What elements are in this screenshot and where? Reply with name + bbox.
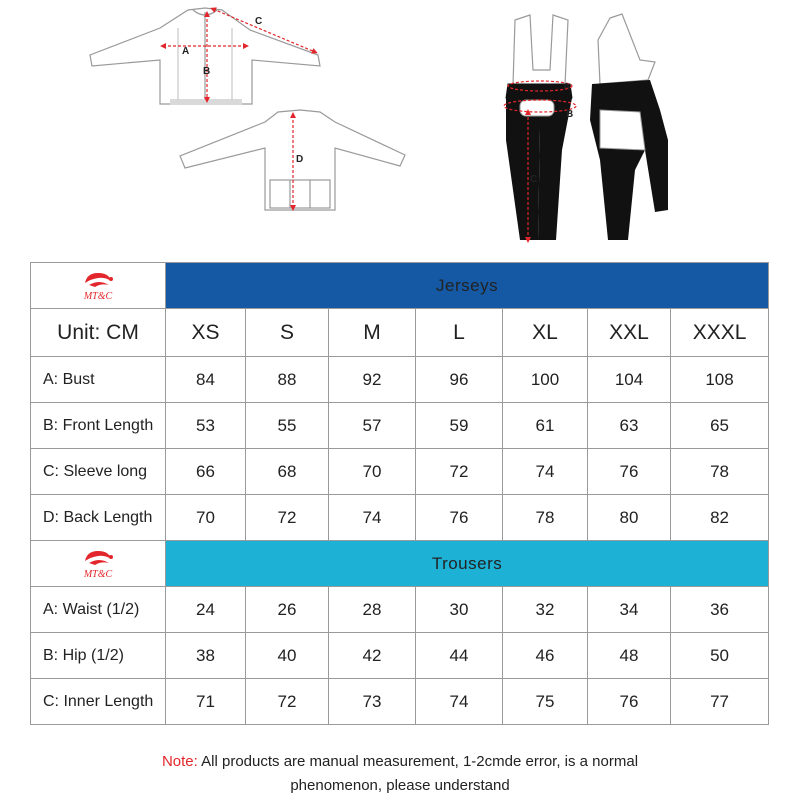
brand-logo <box>31 269 165 303</box>
measurement-cell: 42 <box>329 633 416 679</box>
size-header: XS <box>166 309 246 357</box>
measurement-cell: 28 <box>329 587 416 633</box>
bib-front-drawing <box>506 15 572 240</box>
trousers-row <box>31 587 769 633</box>
brand-logo-trousers <box>31 541 166 587</box>
jerseys-row <box>31 495 769 541</box>
jerseys-row <box>31 449 769 495</box>
trousers-row <box>31 633 769 679</box>
brand-logo-jerseys <box>31 263 166 309</box>
jerseys-row <box>31 357 769 403</box>
measurement-cell: 92 <box>329 357 416 403</box>
note-text-1: All products are manual measurement, 1-2cmde error, is a normal <box>197 753 639 770</box>
measurement-cell: 53 <box>166 403 246 449</box>
measurement-cell: 72 <box>416 449 503 495</box>
row-label: C: Inner Length <box>31 679 166 725</box>
trousers-row <box>31 679 769 725</box>
brand-logo <box>31 547 165 581</box>
measurement-cell: 30 <box>416 587 503 633</box>
jerseys-title: Jerseys <box>166 263 769 309</box>
row-label: B: Front Length <box>31 403 166 449</box>
measurement-cell: 80 <box>588 495 671 541</box>
measurement-cell: 61 <box>503 403 588 449</box>
measurement-cell: 36 <box>671 587 769 633</box>
size-header-row <box>31 309 769 357</box>
measurement-cell: 50 <box>671 633 769 679</box>
measurement-cell: 59 <box>416 403 503 449</box>
jerseys-row <box>31 403 769 449</box>
measurement-cell: 74 <box>503 449 588 495</box>
size-chart-body <box>31 263 769 725</box>
measurement-cell: 57 <box>329 403 416 449</box>
measurement-cell: 44 <box>416 633 503 679</box>
measurement-cell: 63 <box>588 403 671 449</box>
note-line-1 <box>0 750 800 774</box>
measurement-cell: 82 <box>671 495 769 541</box>
row-label: D: Back Length <box>31 495 166 541</box>
measurement-cell: 74 <box>416 679 503 725</box>
size-chart-table <box>30 262 769 725</box>
jerseys-header-row <box>31 263 769 309</box>
label-bib-b: B <box>566 109 574 120</box>
measurement-cell: 70 <box>166 495 246 541</box>
measurement-cell: 34 <box>588 587 671 633</box>
trousers-header-row <box>31 541 769 587</box>
measurement-cell: 104 <box>588 357 671 403</box>
note-label: Note: <box>161 753 198 770</box>
label-jersey-d: D <box>296 154 304 165</box>
brand-logo-text: MT&C <box>83 568 113 580</box>
measurement-cell: 88 <box>246 357 329 403</box>
size-header: S <box>246 309 329 357</box>
label-bib-c: C <box>530 174 538 185</box>
measurement-cell: 68 <box>246 449 329 495</box>
size-header: XXXL <box>671 309 769 357</box>
measurement-note <box>0 750 800 798</box>
measurement-cell: 78 <box>503 495 588 541</box>
measurement-cell: 26 <box>246 587 329 633</box>
measurement-cell: 76 <box>588 679 671 725</box>
size-header: XL <box>503 309 588 357</box>
measurement-cell: 66 <box>166 449 246 495</box>
measurement-cell: 65 <box>671 403 769 449</box>
measurement-cell: 96 <box>416 357 503 403</box>
brand-logo-text: MT&C <box>83 290 113 302</box>
measurement-cell: 46 <box>503 633 588 679</box>
measurement-cell: 40 <box>246 633 329 679</box>
measurement-cell: 74 <box>329 495 416 541</box>
measurement-cell: 84 <box>166 357 246 403</box>
measurement-cell: 76 <box>416 495 503 541</box>
unit-label: Unit: CM <box>31 309 166 357</box>
row-label: A: Bust <box>31 357 166 403</box>
size-header: L <box>416 309 503 357</box>
label-jersey-b: B <box>203 66 211 77</box>
measurement-cell: 75 <box>503 679 588 725</box>
row-label: A: Waist (1/2) <box>31 587 166 633</box>
measurement-cell: 55 <box>246 403 329 449</box>
row-label: C: Sleeve long <box>31 449 166 495</box>
jersey-front-drawing <box>90 8 320 105</box>
label-jersey-c: C <box>255 16 263 27</box>
row-label: B: Hip (1/2) <box>31 633 166 679</box>
garment-illustrations <box>0 0 800 262</box>
measurement-cell: 38 <box>166 633 246 679</box>
measurement-cell: 71 <box>166 679 246 725</box>
measurement-cell: 76 <box>588 449 671 495</box>
measurement-cell: 72 <box>246 495 329 541</box>
measurement-cell: 24 <box>166 587 246 633</box>
measurement-cell: 108 <box>671 357 769 403</box>
measurement-cell: 32 <box>503 587 588 633</box>
measurement-cell: 77 <box>671 679 769 725</box>
size-header: M <box>329 309 416 357</box>
note-line-2: phenomenon, please understand <box>290 777 510 794</box>
measurement-cell: 78 <box>671 449 769 495</box>
label-jersey-a: A <box>182 46 190 57</box>
measurement-cell: 48 <box>588 633 671 679</box>
bib-side-drawing <box>590 14 668 240</box>
size-header: XXL <box>588 309 671 357</box>
measurement-cell: 70 <box>329 449 416 495</box>
measurement-cell: 100 <box>503 357 588 403</box>
measurement-cell: 73 <box>329 679 416 725</box>
measurement-cell: 72 <box>246 679 329 725</box>
label-bib-a: A <box>563 82 571 93</box>
trousers-title: Trousers <box>166 541 769 587</box>
